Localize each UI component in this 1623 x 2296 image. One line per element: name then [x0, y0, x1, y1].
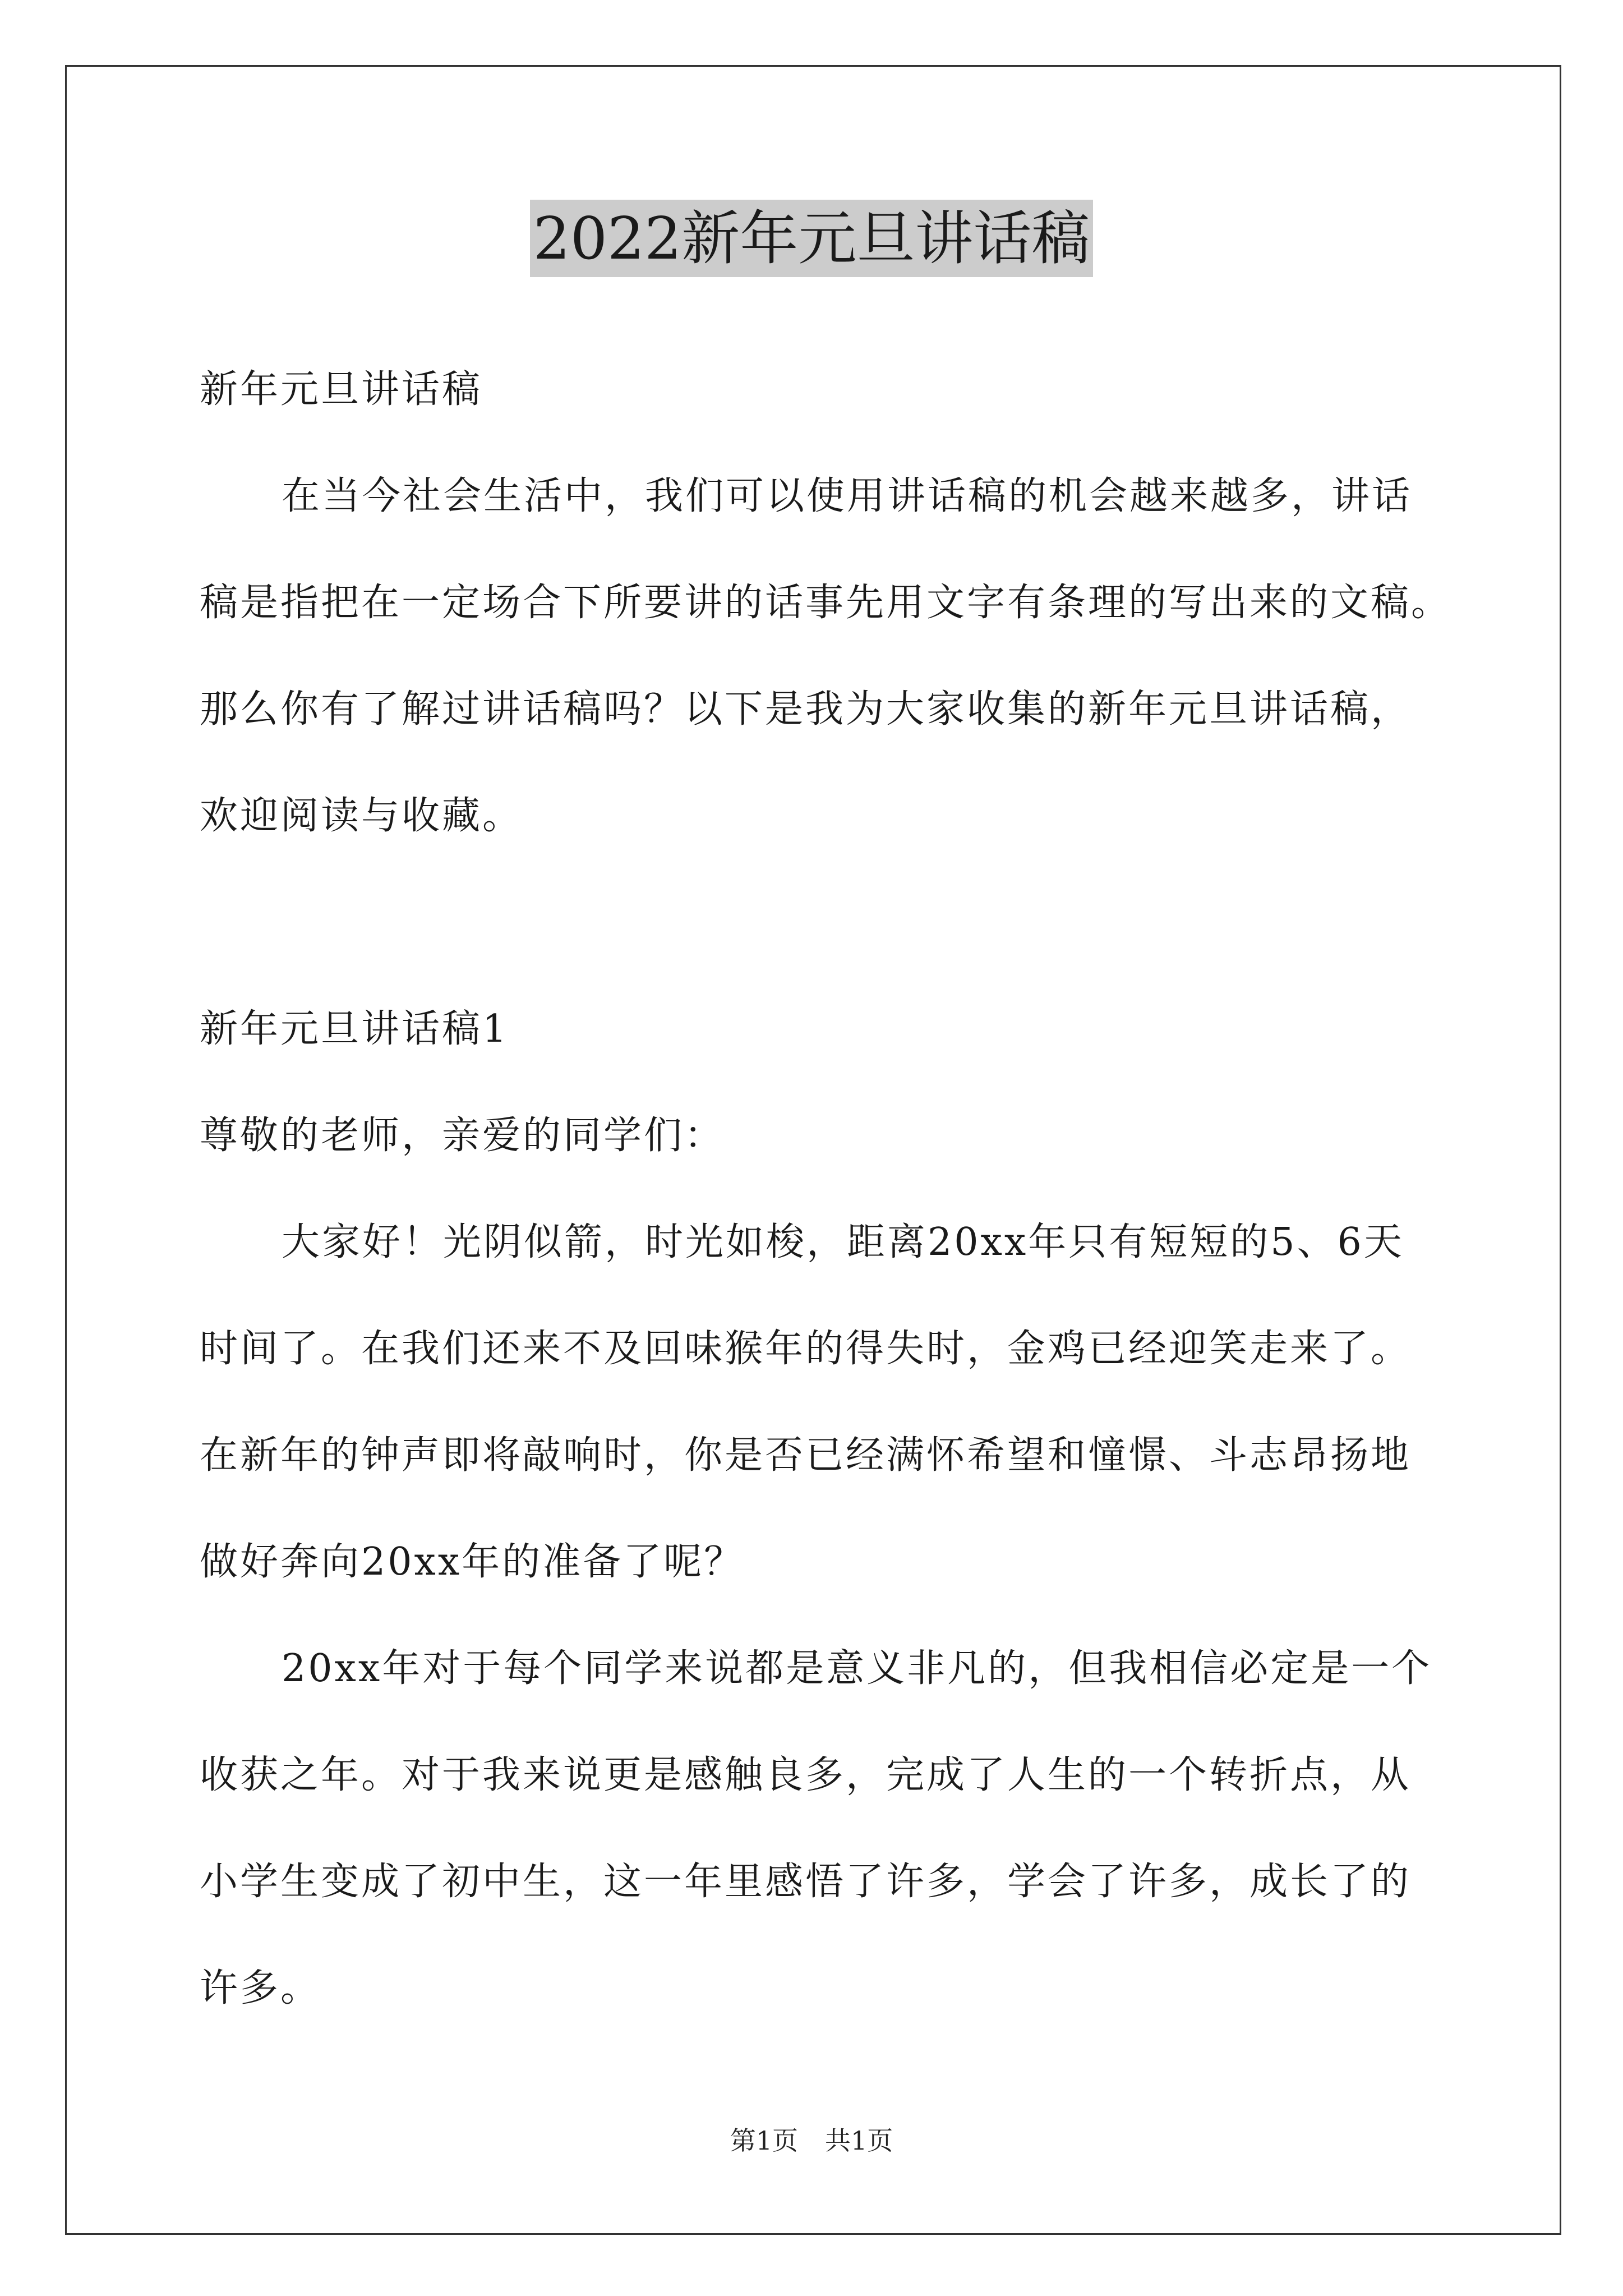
document-title: 2022新年元旦讲话稿 — [530, 200, 1094, 277]
subtitle: 新年元旦讲话稿 — [200, 367, 483, 412]
paragraph-line: 在新年的钟声即将敲响时，你是否已经满怀希望和憧憬、斗志昂扬地 — [200, 1433, 1412, 1478]
paragraph-gap — [200, 869, 1439, 976]
document-body — [200, 337, 1452, 2042]
page-footer — [0, 2124, 1623, 2157]
paragraph-line: 小学生变成了初中生，这一年里感悟了许多，学会了许多，成长了的 — [200, 1860, 1412, 1904]
paragraph-line: 稿是指把在一定场合下所要讲的话事先用文字有条理的写出来的文稿。 — [200, 581, 1452, 625]
paragraph-line: 在当今社会生活中，我们可以使用讲话稿的机会越来越多，讲话 — [282, 474, 1413, 518]
salutation: 尊敬的老师，亲爱的同学们： — [200, 1114, 725, 1158]
page-total: 共1页 — [825, 2125, 893, 2156]
paragraph-line: 做好奔向20xx年的准备了呢？ — [200, 1540, 745, 1584]
page-number: 第1页 — [730, 2125, 798, 2156]
paragraph-line: 那么你有了解过讲话稿吗？以下是我为大家收集的新年元旦讲话稿， — [200, 687, 1412, 731]
title-container — [0, 200, 1623, 277]
paragraph-line: 20xx年对于每个同学来说都是意义非凡的，但我相信必定是一个 — [282, 1646, 1432, 1691]
paragraph-line: 时间了。在我们还来不及回味猴年的得失时，金鸡已经迎笑走来了。 — [200, 1327, 1412, 1371]
section-heading: 新年元旦讲话稿1 — [200, 1007, 509, 1051]
paragraph-line: 大家好！光阴似箭，时光如梭，距离20xx年只有短短的5、6天 — [282, 1220, 1404, 1264]
paragraph-line: 欢迎阅读与收藏。 — [200, 794, 523, 838]
paragraph-line: 收获之年。对于我来说更是感触良多，完成了人生的一个转折点，从 — [200, 1753, 1412, 1797]
paragraph-line: 许多。 — [200, 1966, 321, 2010]
